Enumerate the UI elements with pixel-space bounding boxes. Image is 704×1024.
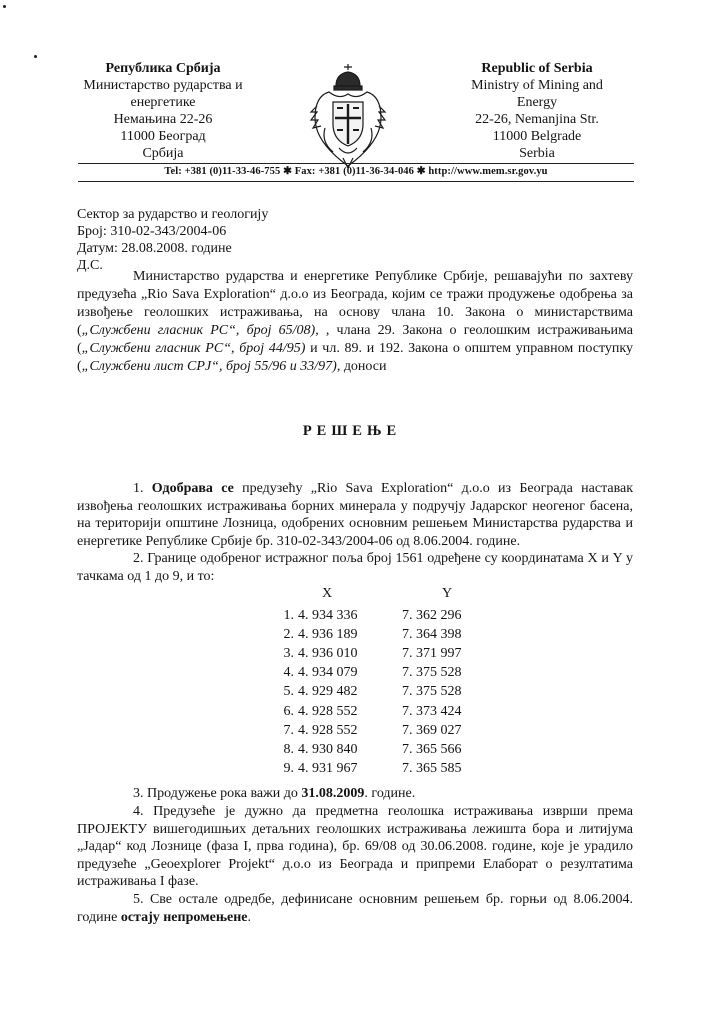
coordinate-y: 7. 373 424 — [402, 703, 462, 719]
decision-item-2 — [77, 550, 633, 585]
item-2-text: 2. Границе одобреног истражног поља број 1561 одређене су координатама X и Y у тачкама од 1 до 9, и то: — [77, 551, 633, 584]
item-5-bold: остају непромењене — [120, 909, 248, 925]
item-1-text: предузећу „Rio Sava Exploration“ д.о.о из Београда наставак извођења геолошких истраживања борних минерала у подручју Јадарског неогеног басена, на територији општине Лозница, одобрених основним решењем Министарства рударства и енергетике Републике Србије бр. 310-02-343/2004-06 од 8.06.2004. године. — [77, 481, 634, 549]
contact-line: Tel: +381 (0)11-33-46-755 ✱ Fax: +381 (0)11-36-34-046 ✱ http://www.mem.sr.gov.yu — [164, 166, 548, 177]
decision-heading: РЕШЕЊЕ — [302, 423, 402, 439]
ministry-name-en-line1: Ministry of Mining and — [471, 78, 603, 93]
coordinate-row — [258, 644, 492, 663]
country-name-en: Republic of Serbia — [481, 61, 593, 76]
coordinate-row — [258, 625, 492, 644]
point-number: 3. — [283, 645, 294, 661]
point-number: 9. — [283, 761, 294, 777]
coordinate-y: 7. 365 566 — [402, 741, 462, 757]
point-number: 1. — [283, 607, 294, 623]
coordinate-x: 4. 936 189 — [298, 626, 358, 642]
intro-text-4: , доноси — [336, 359, 387, 374]
coordinate-x: 4. 936 010 — [298, 645, 358, 661]
coordinate-y: 7. 371 997 — [402, 645, 462, 661]
state-name: Србија — [142, 146, 184, 161]
coordinate-row — [258, 721, 492, 740]
state-name-en: Serbia — [519, 146, 555, 161]
decision-item-5 — [77, 891, 633, 926]
coordinate-row — [258, 683, 492, 702]
letterhead-right — [432, 60, 642, 162]
coordinate-x: 4. 930 840 — [298, 741, 358, 757]
coordinate-y: 7. 375 528 — [402, 684, 462, 700]
intro-text-3: и чл. 89. и 192. Закона о општем управном поступку ( — [77, 341, 633, 374]
scan-speck — [34, 55, 37, 58]
coordinate-x: 4. 928 552 — [298, 722, 358, 738]
country-name: Република Србија — [105, 61, 221, 76]
decision-item-1 — [77, 480, 633, 550]
point-number: 7. — [283, 722, 294, 738]
sector-line: Сектор за рударство и геологију — [77, 207, 269, 222]
coordinate-x: 4. 929 482 — [298, 684, 358, 700]
coordinate-x: 4. 928 552 — [298, 703, 358, 719]
point-number: 2. — [283, 626, 294, 642]
intro-paragraph — [77, 268, 633, 376]
letterhead-rule-bottom — [78, 181, 634, 182]
coordinate-row — [258, 702, 492, 721]
coordinate-row — [258, 606, 492, 625]
law-citation-3: „Службени лист СРЈ“, број 55/96 и 33/97) — [81, 359, 337, 374]
coordinate-row — [258, 760, 492, 779]
serbian-coat-of-arms-icon — [309, 62, 387, 174]
letterhead-left — [58, 60, 268, 162]
ministry-name-line2: енергетике — [130, 95, 196, 110]
point-number: 8. — [283, 741, 294, 757]
street-address: Немањина 22-26 — [113, 112, 213, 127]
coordinate-y: 7. 365 585 — [402, 761, 462, 777]
item-3-text: 3. Продужење рока важи до — [133, 786, 302, 801]
ministry-name-en-line2: Energy — [516, 95, 558, 110]
document-date: Датум: 28.08.2008. године — [77, 241, 232, 256]
point-number: 5. — [283, 684, 294, 700]
scan-speck — [3, 5, 6, 8]
decision-item-4 — [77, 803, 633, 891]
coordinate-x: 4. 931 967 — [298, 761, 358, 777]
coordinate-y: 7. 369 027 — [402, 722, 462, 738]
coordinate-y: 7. 364 398 — [402, 626, 462, 642]
coordinate-row — [258, 740, 492, 759]
reference-number: Број: 310-02-343/2004-06 — [77, 224, 227, 239]
item-4-text: 4. Предузеће је дужно да предметна геолошка истраживања изврши према ПРОЈЕКТУ вишегодишњих детаљних геолошких истраживања лежишта бора и литијума „Јадар“ код Лознице (фаза I, прва година), бр. 69/08 од 30.06.2008. године, које је урадило предузеће „Geoexplorer Projekt“ д.о.о из Београда и припреми Елаборат о резултатима истраживања I фазе. — [77, 804, 633, 889]
intro-text-2: , , члана 29. Закона о геолошким истраживањима ( — [77, 323, 633, 356]
point-number: 4. — [283, 665, 294, 681]
law-citation-1: „Службени гласник РС“, број 65/08) — [81, 323, 316, 338]
law-citation-2: „Службени гласник РС“, број 44/95) — [81, 341, 306, 356]
item-5-text: 5. Све остале одредбе, дефинисане основним решењем бр. горњи од 8.06.2004. године — [77, 892, 633, 925]
item-1-number: 1. — [133, 481, 144, 496]
coordinate-x: 4. 934 336 — [298, 607, 358, 623]
coordinate-y: 7. 375 528 — [402, 665, 462, 681]
letterhead-rule-top — [78, 163, 634, 164]
item-3-date: 31.08.2009 — [301, 786, 365, 801]
item-5-tail: . — [247, 909, 252, 925]
decision-item-3 — [77, 785, 633, 803]
header-y: Y — [442, 586, 453, 601]
header-x: X — [322, 586, 333, 601]
item-1-bold: Одобрава се — [151, 481, 234, 496]
coordinates-header — [258, 586, 492, 606]
street-address-en: 22-26, Nemanjina Str. — [475, 112, 599, 127]
coordinate-x: 4. 934 079 — [298, 665, 358, 681]
intro-text-1: Министарство рударства и енергетике Републике Србије, решавајући по захтеву предузећа „Rio Sava Exploration“ д.о.о из Београда, којим се тражи продужење одобрења за извођење геолошких истраживања, на основу члана 10. Закона о министарствима ( — [77, 269, 633, 338]
city-address: 11000 Београд — [120, 129, 206, 144]
author-initials: Д.С. — [77, 258, 103, 273]
ministry-name-line1: Министарство рударства и — [83, 78, 243, 93]
point-number: 6. — [283, 703, 294, 719]
city-address-en: 11000 Belgrade — [492, 129, 582, 144]
coordinates-table — [258, 586, 492, 779]
item-3-tail: . године. — [364, 786, 416, 801]
document-meta — [77, 206, 268, 274]
coordinate-row — [258, 664, 492, 683]
coordinate-y: 7. 362 296 — [402, 607, 462, 623]
